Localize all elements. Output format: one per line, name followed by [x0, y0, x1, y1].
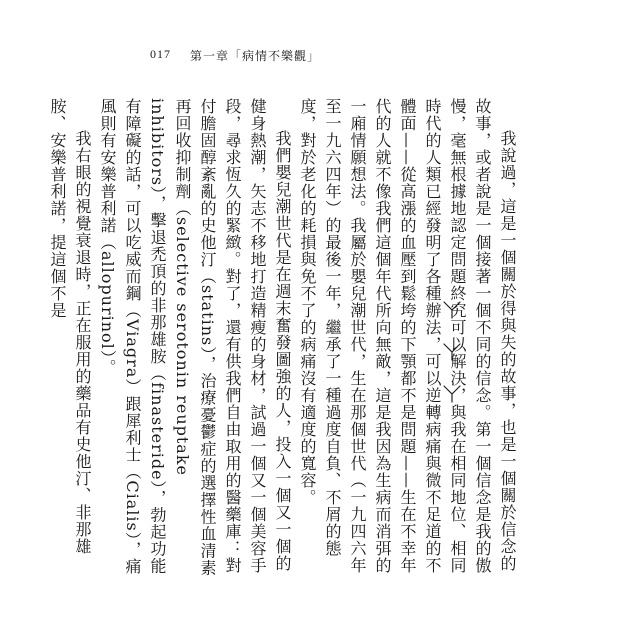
page-number: 017: [150, 47, 171, 61]
section-break-ornament: [432, 288, 472, 408]
paragraph-3: 我右眼的視覺衰退時，正在服用的藥品有史他汀、非那雄胺、安樂普利諾，提這個不是: [48, 98, 92, 555]
running-head: 第一章「病情不樂觀」: [190, 49, 321, 63]
paragraph-2: 我們嬰兒潮世代是在週末奮發圖強的人，投入一個又一個的健身熱潮，矢志不移地打造精瘦的身材，試過一個又一個美容手段，尋求恆久的緊緻。對了，還有供我們自由取用的醫藥庫：對付膽固醇紊亂的史他汀（statins），治療憂鬱症的選擇性血清素再回收抑制劑（selective serotonin reuptake inhibitors），擊退禿頂的非那雄胺（finasteride），勃起功能有障礙的話，可以吃威而鋼（Viagra）跟犀利士（Cialis），痛風則有安樂普利諾（allopurinol）。: [98, 98, 292, 577]
paragraph-1: 我說過，這是一個關於得與失的故事，也是一個關於信念的故事，或者說是一個接著一個不同的信念。第一個信念是我的傲慢，毫無根據地認定問題終究可以解決，與我在相同地位、相同時代的人類已經發明了各種辦法，可以逆轉病痛與微不足道的不體面——從高漲的血壓到鬆垮的下顎都不是問題——生在不幸年代的人就不像我們這個年代所向無敵，這是我因為生病而消弭的一廂情願想法。我屬於嬰兒潮世代，生在那個世代（一九四六年至一九六四年）的最後一年，繼承了一種過度自負、不屑的態度，對於老化的耗損與免不了的病痛沒有適度的寬容。: [298, 98, 517, 574]
